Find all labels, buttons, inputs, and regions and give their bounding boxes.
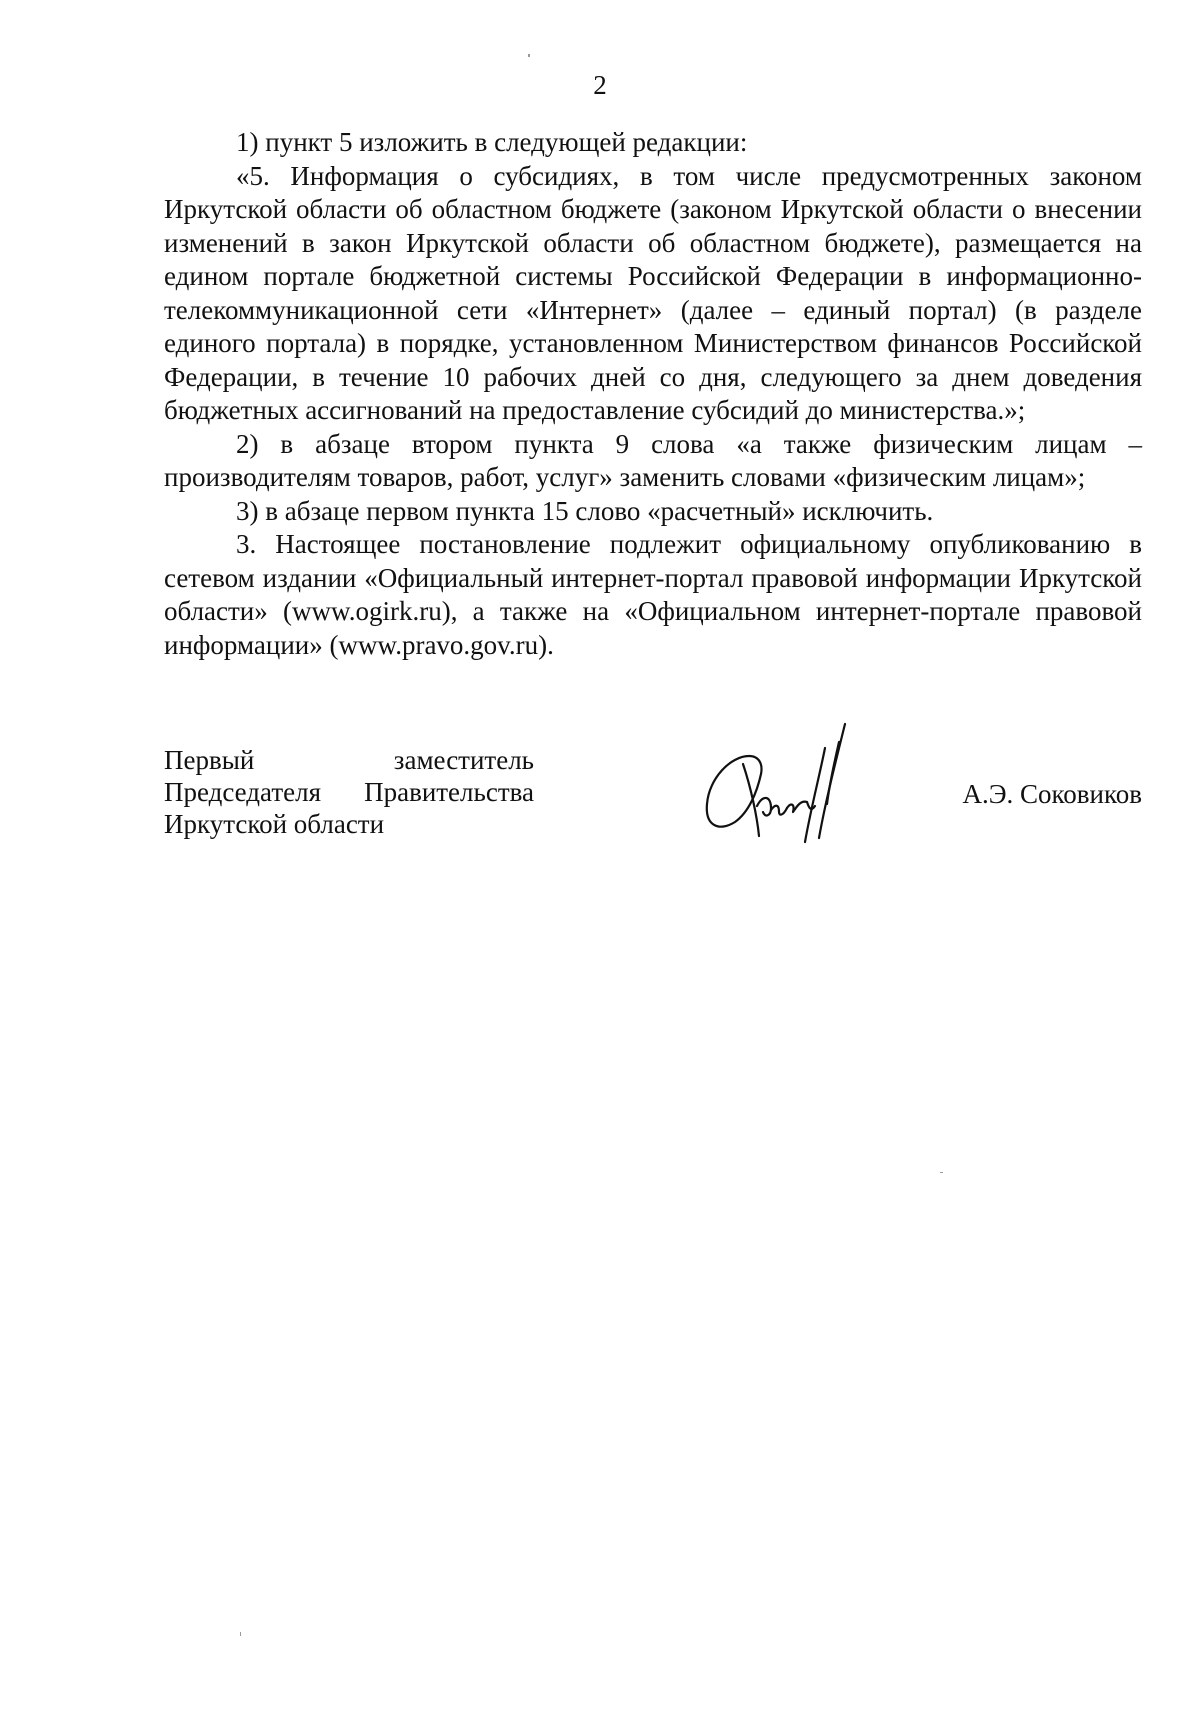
paragraph-item-3-amendment: 3) в абзаце первом пункта 15 слово «расчетный» исключить. — [236, 495, 934, 526]
paragraph-item-1-intro: 1) пункт 5 изложить в следующей редакции: — [236, 127, 748, 157]
document-body — [164, 126, 1142, 662]
signer-position-line-1: Первый заместитель — [164, 745, 534, 775]
handwritten-signature — [679, 708, 879, 858]
signer-name: А.Э. Соковиков — [962, 779, 1142, 809]
paragraph-publication-clause: 3. Настоящее постановление подлежит официальному опубликованию в сетевом издании «Официальный интернет-портал правовой информации Иркутской области» (www.ogirk.ru), а также на «Официальном интернет-портале правовой информации» (www.pravo.gov.ru). — [164, 529, 1142, 660]
paragraph-item-5-new-text: «5. Информация о субсидиях, в том числе предусмотренных законом Иркутской области об областном бюджете (законом Иркутской области о внесении изменений в закон Иркутской области об областном бюджете), размещается на едином портале бюджетной системы Российской Федерации в информационно-телекоммуникационной сети «Интернет» (далее – единый портал) (в разделе единого портала) в порядке, установленном Министерством финансов Российской Федерации, в течение 10 рабочих дней со дня, следующего за днем доведения бюджетных ассигнований на предоставление субсидий до министерства.»; — [164, 160, 1142, 425]
scan-speck — [940, 1172, 943, 1173]
signature-block — [164, 744, 1142, 884]
signer-position — [164, 744, 534, 840]
signer-position-line-2: Председателя Правительства — [164, 777, 534, 807]
page-number: 2 — [593, 70, 607, 100]
scan-speck — [528, 54, 530, 57]
paragraph-item-2-amendment: 2) в абзаце втором пункта 9 слова «а также физическим лицам – производителям товаров, работ, услуг» заменить словами «физическим лицам»; — [164, 428, 1142, 492]
scan-speck — [240, 1632, 241, 1636]
signer-position-line-3: Иркутской области — [164, 809, 385, 839]
